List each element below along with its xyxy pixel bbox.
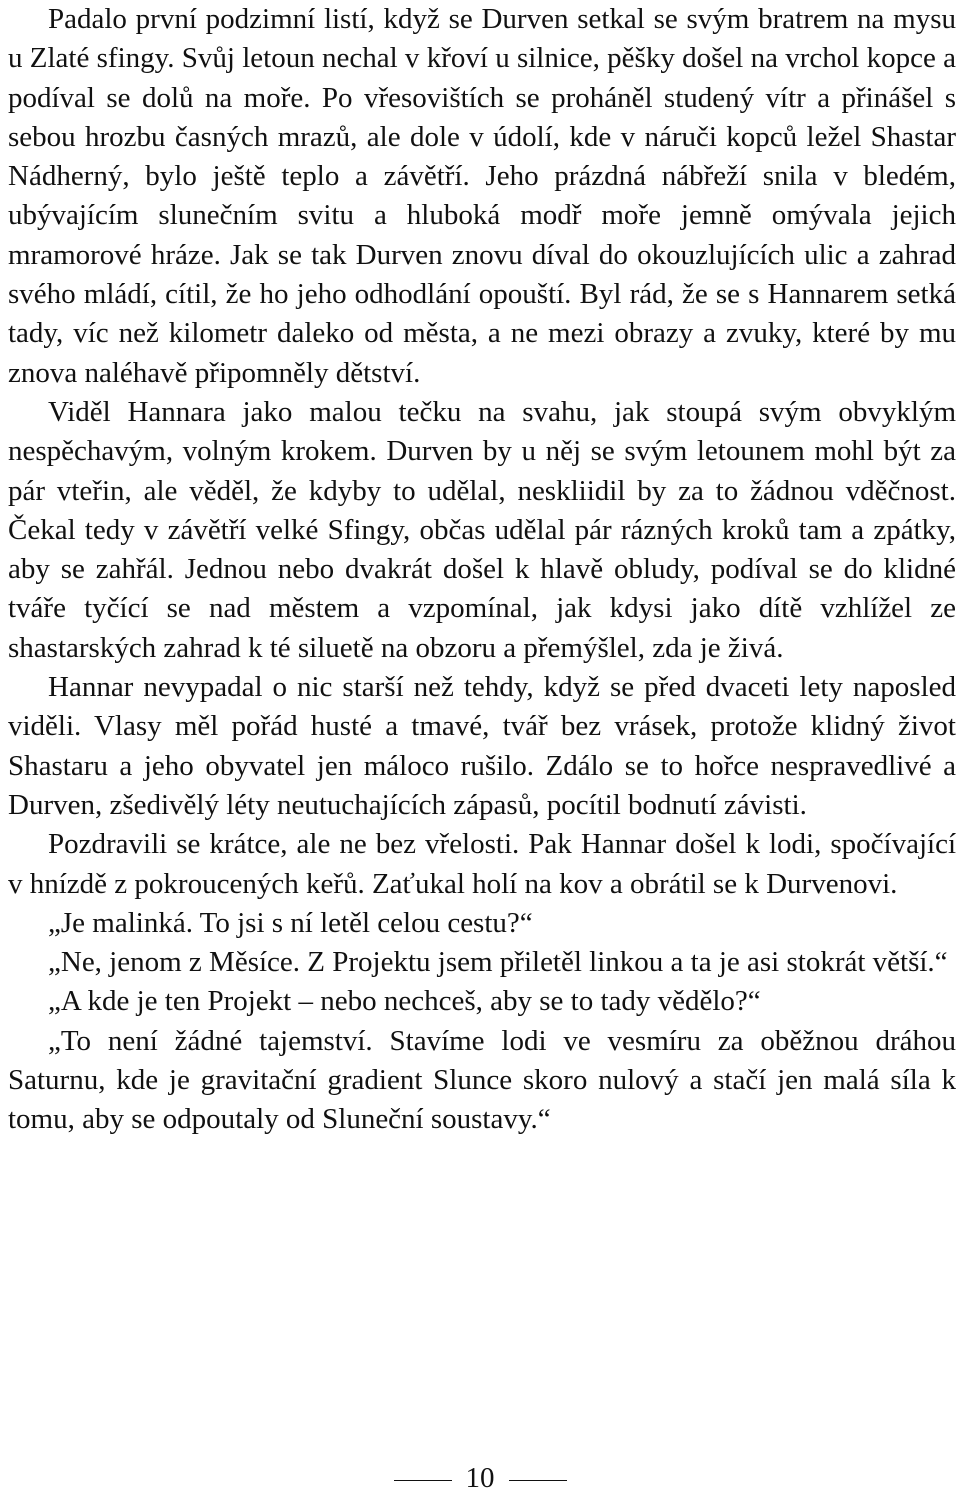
dialogue-line-1: „Je malinká. To jsi s ní letěl celou cestu?“ [48,906,533,939]
paragraph-4: Pozdravili se krátce, ale ne bez vřelosti. Pak Hannar došel k lodi, spočívající v hnízdě z pokroucených keřů. Zaťukal holí na kov a obrátil se k Durvenovi. [8,828,956,900]
dialogue-line-4: „To není žádné tajemství. Stavíme lodi ve vesmíru za oběžnou dráhou Saturnu, kde je gravitační gradient Slunce skoro nulový a stačí jen malá síla k tomu, aby se odpoutaly od Sluneční soustavy.“ [8,1024,956,1136]
page-footer [0,1460,960,1496]
footer-rule-left [394,1480,452,1481]
paragraph-1: Padalo první podzimní listí, když se Durven setkal se svým bratrem na mysu u Zlaté sfingy. Svůj letoun nechal v křoví u silnice, pěšky došel na vrchol kopce a podíval se dolů na moře. Po vřesovištích se proháněl studený vítr a přinášel s sebou hrozbu časných mrazů, ale dole v údolí, kde v náruči kopců ležel Shastar Nádherný, bylo ještě teplo a závětří. Jeho prázdná nábřeží snila v bledém, ubývajícím slunečním svitu a hluboká modř moře jemně omývala jejich mramorové hráze. Jak se tak Durven znovu díval do okouzlujících ulic a zahrad svého mládí, cítil, že ho jeho odhodlání opouští. Byl rád, že se s Hannarem setká tady, víc než kilometr daleko od města, a ne mezi obrazy a zvuky, které by mu znova naléhavě připomněly dětství. [8,3,956,389]
paragraph-3: Hannar nevypadal o nic starší než tehdy, když se před dvaceti lety naposled viděli. Vlasy měl pořád husté a tmavé, tvář bez vrásek, protože klidný život Shastaru a jeho obyvatel jen máloco rušilo. Zdálo se to hořce nespravedlivé a Durven, zšedivělý léty neutuchajících zápasů, pocítil bodnutí závisti. [8,671,956,821]
paragraph-2: Viděl Hannara jako malou tečku na svahu, jak stoupá svým obvyklým nespěchavým, volným krokem. Durven by u něj se svým letounem mohl být za pár vteřin, ale věděl, že kdyby to udělal, neskliidil by za to žádnou vděčnost. Čekal tedy v závětří velké Sfingy, občas udělal pár rázných kroků tam a zpátky, aby se zahřál. Jednou nebo dvakrát došel k hlavě obludy, podíval se do klidné tváře tyčící se nad městem a vzpomínal, jak kdysi jako dítě vzhlížel ze shastarských zahrad k té siluetě na obzoru a přemýšlel, zda je živá. [8,395,956,664]
footer-rule-right [509,1480,567,1481]
dialogue-line-2: „Ne, jenom z Měsíce. Z Projektu jsem přiletěl linkou a ta je asi stokrát větší.“ [48,946,948,979]
dialogue-line-3: „A kde je ten Projekt – nebo nechceš, aby se to tady vědělo?“ [48,985,761,1018]
page-body [8,0,956,1140]
page-number: 10 [465,1462,495,1494]
